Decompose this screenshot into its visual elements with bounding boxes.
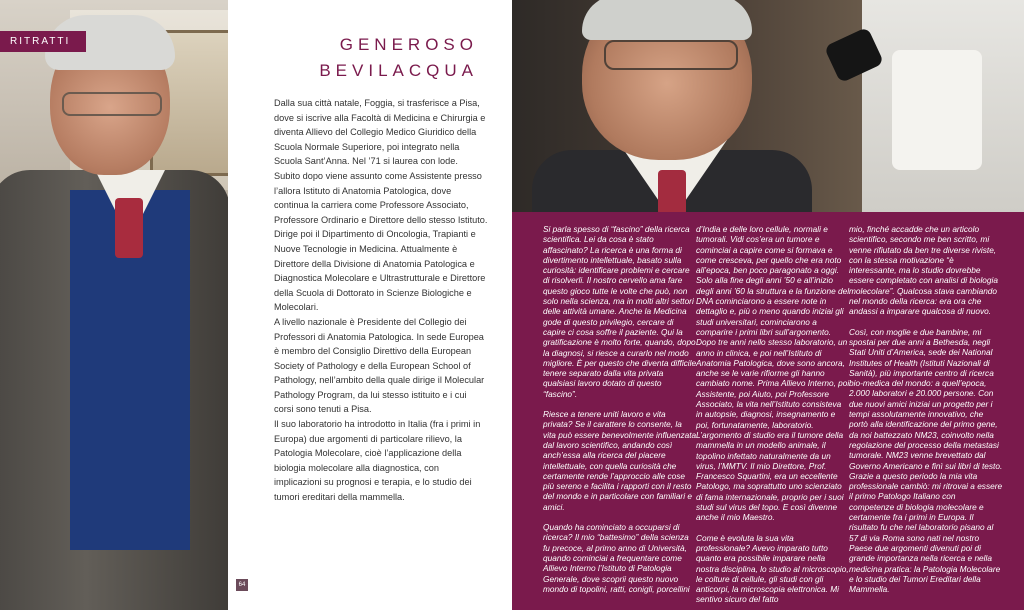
- portrait-photo-right: [512, 0, 1024, 212]
- page-title: [280, 32, 478, 84]
- interview-paragraph: Quando ha cominciato a occuparsi di ricerca? Il mio “battesimo” della scienza fu precoce, al primo anno di Università, quando cominciai a frequentare come Allievo Interno l’Istituto di Patologia Generale, dove scoprii questo nuovo mondo di topolini, ratti, conigli, porcellini: [543, 522, 690, 594]
- title-line-1: GENEROSO: [339, 35, 478, 54]
- interview-column-2: [696, 224, 850, 615]
- interview-paragraph: Come è evoluta la sua vita professionale? Avevo imparato tutto quanto era possibile imparare nella nostra disciplina, lo studio al microscopio, le colture di cellule, gli studi con gli anticorpi, la microscopia elettronica. Mi sentivo sicuro del fatto: [696, 532, 849, 605]
- interview-paragraph: mio, finché accadde che un articolo scientifico, secondo me ben scritto, mi venne rifiutato da ben tre diverse riviste, con la stessa motivazione “è interessante, ma lo studio dovrebbe essere completato con analisi di biologia molecolare”. Qualcosa stava cambiando nel mondo della ricerca: era ora che andassi a imparare qualcosa di nuovo.: [849, 224, 998, 317]
- interview-paragraph: Riesce a tenere uniti lavoro e vita privata? Se il carattere lo consente, la vita può essere benevolmente influenzata dal lavoro scientifico, andando così anch’essa alla ricerca del piacere intellettuale, con quella curiosità che certamente rende l’approccio alle cose più sereno e facilita i rapporti con il resto del mondo e in particolare con familiari e amici.: [543, 409, 697, 512]
- title-line-2: BEVILACQUA: [319, 61, 478, 80]
- bio-paragraph: Il suo laboratorio ha introdotto in Italia (fra i primi in Europa) due argomenti di particolare rilievo, la Patologia Molecolare, cioè l’applicazione della biologia molecolare alla diagnostica, con implicazioni su prognosi e terapia, e lo studio dei tumori ereditari della mammella.: [274, 419, 481, 503]
- portrait-photo-left: [0, 0, 228, 610]
- interview-paragraph: d’India e delle loro cellule, normali e tumorali. Vidi cos’era un tumore e cominciai a capire come si formava e come cresceva, per quello che era noto all’epoca, ben poco paragonato a oggi. Solo alla fine degli anni ’50 e all’inizio degli anni ’60 la struttura e la funzione del DNA cominciarono a essere note in dettaglio e, più o meno quando iniziai gli studi universitari, cominciarono a comparire i primi libri sull’argomento. Dopo tre anni nello stesso laboratorio, un anno in clinica, e poi nell’Istituto di Anatomia Patologica, dove sono ancora, anche se le varie rifiorme gli hanno cambiato nome. Prima Allievo Interno, poi Assistente, poi Aiuto, poi Professore Associato, la vita nell’Istituto consisteva in autopsie, diagnosi, insegnamento e poi, fortunatamente, laboratorio. L’argomento di studio era il tumore della mammella in un modello animale, il topolino infettato naturalmente da un virus, l’MMTV. Il mio Direttore, Prof. Francesco Squartini, era un eccellente Patologo, ma soprattutto uno scienziato di fama internazionale, proprio per i suoi studi sul virus del topo. E così divenne anche il mio Maestro.: [696, 224, 850, 523]
- bio-paragraph: A livello nazionale è Presidente del Collegio dei Professori di Anatomia Patologica. In sede Europea è membro del Consiglio Direttivo della European Society of Pathology e della European School of Pathology, nell’ambito della quale dirige il Molecular Pathology Program, da lui stesso istituito e i cui corsi sono tenuti a Pisa.: [274, 316, 485, 415]
- interview-column-1: [543, 224, 697, 604]
- page-number: 64: [236, 579, 248, 591]
- interview-paragraph: Così, con moglie e due bambine, mi spostai per due anni a Bethesda, negli Stati Uniti d’America, sede dei National Institutes of Health (Istituti Nazionali di Sanità), più importante centro di ricerca bio-medica del mondo: a quell’epoca, 2.000 laboratori e 20.000 persone. Con due nuovi amici iniziai un progetto per i tempi assolutamente innovativo, che portò alla identificazione del primo gene, da noi battezzato NM23, coinvolto nella regolazione del processo della metastasi tumorale. NM23 venne brevettato dal Governo Americano e finì sui libri di testo. Grazie a questo periodo la mia vita professionale cambiò: mi ritrovai a essere il primo Patologo Italiano con competenze di biologia molecolare e certamente fra i primi in Europa. Il risultato fu che nel laboratorio pisano al 57 di via Roma sono nati nel nostro Paese due argomenti divenuti poi di grande importanza nella ricerca e nella medicina pratica: la Patologia Molecolare e lo studio dei Tumori Ereditari della Mammella.: [849, 326, 1003, 595]
- bio-paragraph: Subito dopo viene assunto come Assistente presso l’allora Istituto di Anatomia Patologica, dove continua la carriera come Professore Associato, Professore Ordinario e Direttore dello stesso Istituto. Dirige poi il Dipartimento di Oncologia, Trapianti e Nuove Tecnologie in Medicina. Attualmente è Direttore della Divisione di Anatomia Patologica e Diagnostica Molecolare e Ultrastrutturale e Direttore della Scuola di Dottorato in Scienze Biologiche e Molecolari.: [274, 170, 488, 313]
- interview-column-3: [849, 224, 1003, 604]
- biography-text: [274, 96, 488, 505]
- interview-paragraph: Si parla spesso di “fascino” della ricerca scientifica. Lei da cosa è stato affascinato? La ricerca è una forma di divertimento intellettuale, basato sulla curiosità: identificare problemi e cercare di risolverli. Il nostro cervello ama fare questo gioco tutte le volte che può, non solo nella scienza, ma in molti altri settori delle attività umane. Anche la Medicina gode di questo privilegio, cercare di capire ci cosa soffre il paziente. Qui la gratificazione è molto forte, quando, dopo la diagnosi, si riesce a curarlo nel modo migliore. È per questo che diventa difficile tenere separato dalla vita privata qualsiasi lavoro dotato di questo “fascino”.: [543, 224, 697, 399]
- bio-paragraph: Dalla sua città natale, Foggia, si trasferisce a Pisa, dove si iscrive alla Facoltà di Medicina e Chirurgia e diventa Allievo del Collegio Medico Giuridico della Scuola Normale Superiore, poi integrato nella Scuola Sant’Anna. Nel ’71 si laurea con lode.: [274, 98, 486, 167]
- section-tag: RITRATTI: [0, 31, 86, 52]
